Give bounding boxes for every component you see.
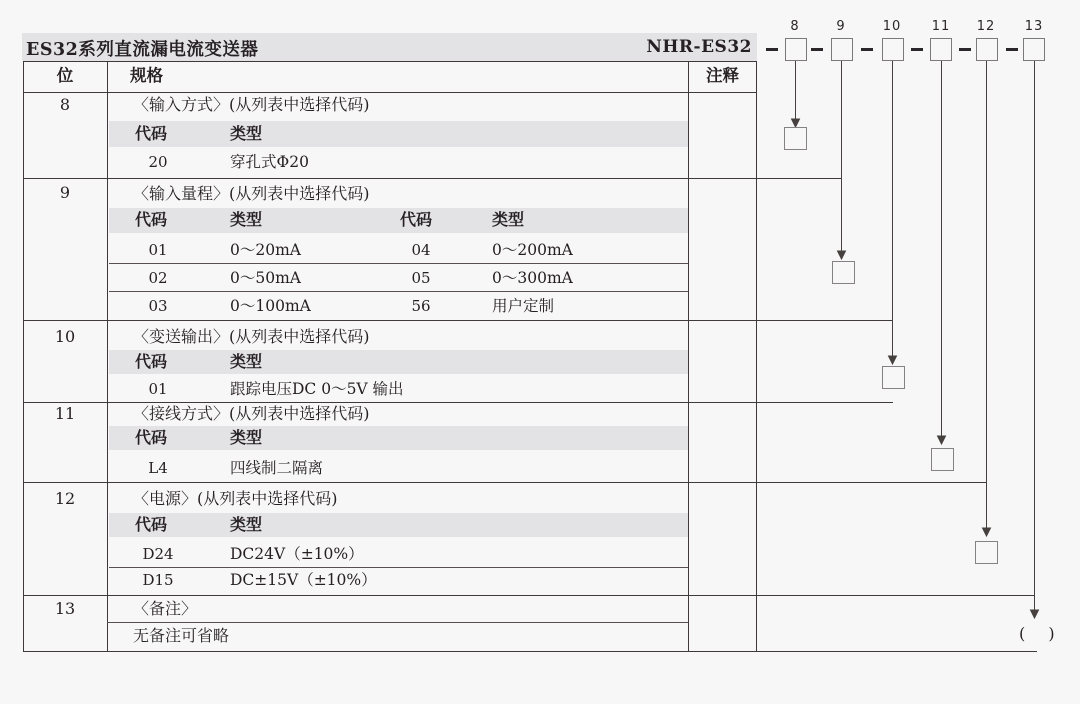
answer-box-11 xyxy=(931,448,954,471)
row12-type-value: DC±15V（±10%） xyxy=(230,571,377,589)
code-pointer-lines xyxy=(792,60,1039,618)
row9-type-value: 0～50mA xyxy=(230,269,301,287)
row11-code-value: L4 xyxy=(148,459,168,477)
row10-code-value: 01 xyxy=(148,380,168,398)
code-separator-dash xyxy=(911,48,923,51)
answer-box-8 xyxy=(784,127,807,150)
row8-spec: 〈输入方式〉(从列表中选择代码) xyxy=(133,95,370,114)
row8-type-label: 类型 xyxy=(230,124,263,143)
page-title: ES32系列直流漏电流变送器 xyxy=(26,40,259,60)
row10-spec: 〈变送输出〉(从列表中选择代码) xyxy=(133,327,370,346)
row10-type-label: 类型 xyxy=(230,352,263,371)
row12-position: 12 xyxy=(54,489,76,508)
row9-code-label-2: 代码 xyxy=(400,210,433,229)
row10-position: 10 xyxy=(54,327,76,346)
code-box-11 xyxy=(930,38,952,61)
row11-position: 11 xyxy=(54,404,76,423)
row9-code-value: 05 xyxy=(411,269,431,287)
row10-code-label: 代码 xyxy=(135,352,168,371)
code-header-band-row8 xyxy=(109,121,688,147)
code-separator-dash xyxy=(861,48,873,51)
col-header-note: 注释 xyxy=(706,66,739,85)
answer-box-12 xyxy=(975,541,998,564)
title-bar xyxy=(22,33,757,61)
row9-code-value: 03 xyxy=(148,297,168,315)
code-box-8 xyxy=(785,38,807,61)
row12-code-value: D24 xyxy=(142,545,174,563)
row9-code-value: 04 xyxy=(411,241,431,259)
code-header-band-row11 xyxy=(109,426,688,450)
code-separator-dash xyxy=(766,48,778,51)
row12-code-label: 代码 xyxy=(135,515,168,534)
row12-type-label: 类型 xyxy=(230,515,263,534)
row9-type-value: 0～20mA xyxy=(230,241,301,259)
row9-position: 9 xyxy=(59,183,71,202)
code-separator-dash xyxy=(1006,48,1018,51)
row9-code-value: 56 xyxy=(411,297,431,315)
answer-box-9 xyxy=(832,261,855,284)
code-header-band-row9 xyxy=(109,208,688,233)
row8-position: 8 xyxy=(59,95,71,114)
row11-spec: 〈接线方式〉(从列表中选择代码) xyxy=(133,404,370,423)
col-header-position: 位 xyxy=(56,66,74,85)
row9-type-label-2: 类型 xyxy=(492,210,525,229)
row9-type-value: 用户定制 xyxy=(492,297,555,315)
answer-box-10 xyxy=(882,366,905,389)
code-separator-dash xyxy=(811,48,823,51)
code-header-band-row10 xyxy=(109,350,688,374)
digit-label-10: 10 xyxy=(882,19,902,34)
row13-position: 13 xyxy=(54,599,76,618)
row9-type-value: 0～100mA xyxy=(230,297,311,315)
code-separator-dash xyxy=(959,48,971,51)
code-box-9 xyxy=(831,38,853,61)
row9-type-value: 0～200mA xyxy=(492,241,573,259)
row12-code-value: D15 xyxy=(142,571,174,589)
row11-code-label: 代码 xyxy=(135,428,168,447)
row13-note: 无备注可省略 xyxy=(133,626,230,645)
row9-code-value: 01 xyxy=(148,241,168,259)
row12-spec: 〈电源〉(从列表中选择代码) xyxy=(133,489,338,508)
row10-type-value: 跟踪电压DC 0～5V 输出 xyxy=(230,380,404,398)
digit-label-13: 13 xyxy=(1024,19,1044,34)
code-header-band-row12 xyxy=(109,513,688,537)
row8-type-value: 穿孔式Φ20 xyxy=(230,153,309,171)
model-code: NHR-ES32 xyxy=(646,37,752,57)
digit-label-8: 8 xyxy=(790,19,800,34)
row8-code-label: 代码 xyxy=(135,124,168,143)
row9-type-value: 0～300mA xyxy=(492,269,573,287)
col-header-spec: 规格 xyxy=(130,66,163,85)
row9-spec: 〈输入量程〉(从列表中选择代码) xyxy=(133,184,370,203)
code-box-12 xyxy=(976,38,998,61)
row11-type-label: 类型 xyxy=(230,428,263,447)
row9-type-label-1: 类型 xyxy=(230,210,263,229)
row13-spec: 〈备注〉 xyxy=(133,599,198,618)
code-box-13 xyxy=(1023,38,1045,61)
row11-type-value: 四线制二隔离 xyxy=(230,459,324,477)
code-box-10 xyxy=(882,38,904,61)
digit-label-11: 11 xyxy=(931,19,951,34)
row9-code-label-1: 代码 xyxy=(135,210,168,229)
row8-code-value: 20 xyxy=(148,153,168,171)
digit-label-9: 9 xyxy=(836,19,846,34)
row9-code-value: 02 xyxy=(148,269,168,287)
digit-label-12: 12 xyxy=(976,19,996,34)
row12-type-value: DC24V（±10%） xyxy=(230,545,364,563)
remark-placeholder-parens: ( ) xyxy=(1019,624,1064,643)
